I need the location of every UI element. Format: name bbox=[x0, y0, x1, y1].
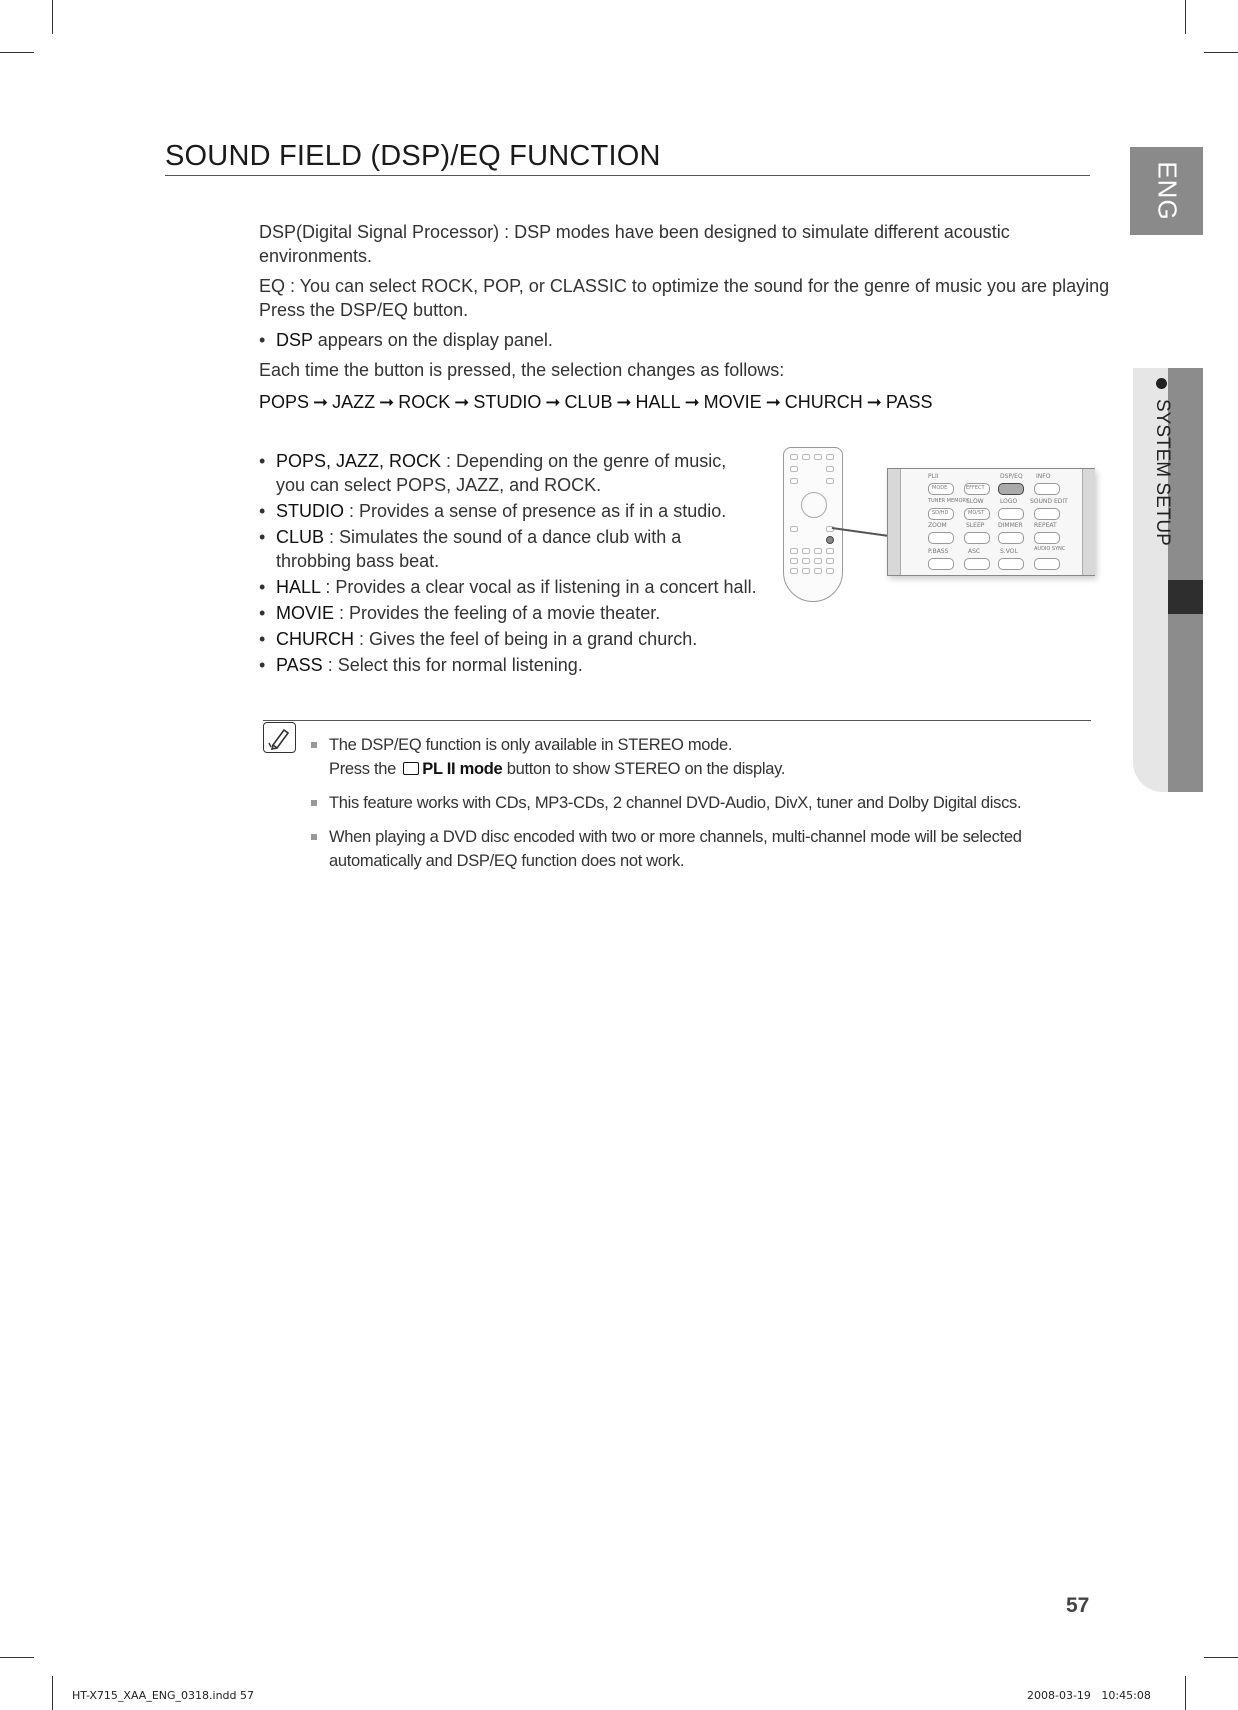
mode-sequence-item: CHURCH bbox=[784, 392, 863, 412]
mode-description: • CHURCH : Gives the feel of being in a grand church. bbox=[259, 627, 759, 651]
mode-sequence-item: HALL bbox=[635, 392, 681, 412]
arrow-right-icon: ➞ bbox=[765, 392, 781, 412]
remote-zoom-callout: PLII DSP/EQ INFO MODE EFFECT TUNER MEMORY SLOW LOGO SOUND EDIT SD/HD MO/ST ZOOM SLEEP DIMMER REPEAT P.BASS ASC S.VOL AUDIO SYNC bbox=[887, 468, 1095, 576]
footer-timestamp: 2008-03-19 10:45:08 bbox=[1027, 1689, 1151, 1702]
display-bullet: • DSP appears on the display panel. bbox=[259, 328, 1091, 352]
navigation-pad-icon bbox=[801, 492, 827, 518]
mode-description: • CLUB : Simulates the sound of a dance club with a throbbing bass beat. bbox=[259, 525, 759, 573]
mode-sequence-item: MOVIE bbox=[703, 392, 762, 412]
arrow-right-icon: ➞ bbox=[454, 392, 470, 412]
mode-sequence-item: ROCK bbox=[398, 392, 451, 412]
footer-filename: HT-X715_XAA_ENG_0318.indd 57 bbox=[72, 1689, 255, 1702]
crop-mark bbox=[0, 52, 34, 53]
mode-description: • PASS : Select this for normal listening. bbox=[259, 653, 759, 677]
mode-description: • HALL : Provides a clear vocal as if listening in a concert hall. bbox=[259, 575, 796, 599]
notes-list bbox=[311, 733, 1091, 883]
dsp-eq-button bbox=[998, 483, 1024, 495]
mode-sequence-item: JAZZ bbox=[332, 392, 376, 412]
arrow-right-icon: ➞ bbox=[313, 392, 329, 412]
crop-mark bbox=[1185, 0, 1186, 34]
note-pencil-icon bbox=[263, 722, 296, 753]
intro-section bbox=[259, 220, 1110, 388]
note-divider bbox=[263, 720, 1091, 721]
crop-mark bbox=[1204, 1657, 1238, 1658]
mode-sequence-item: STUDIO bbox=[473, 392, 542, 412]
crop-mark bbox=[0, 1657, 34, 1658]
section-tab-label: SYSTEM SETUP bbox=[1152, 399, 1173, 546]
arrow-right-icon: ➞ bbox=[379, 392, 395, 412]
mode-description: • MOVIE : Provides the feeling of a movie theater. bbox=[259, 601, 759, 625]
note-item: The DSP/EQ function is only available in STEREO mode. Press the PL II mode button to show STEREO on the display. bbox=[311, 733, 1091, 781]
section-tab bbox=[1147, 378, 1173, 578]
page-title: SOUND FIELD (DSP)/EQ FUNCTION bbox=[165, 140, 1090, 176]
mode-sequence bbox=[259, 392, 933, 413]
dolby-icon bbox=[403, 762, 419, 775]
note-item: When playing a DVD disc encoded with two or more channels, multi-channel mode will be selected automatically and DSP/EQ function does not work. bbox=[311, 825, 1091, 873]
crop-mark bbox=[1185, 1676, 1186, 1710]
page-number: 57 bbox=[1066, 1594, 1090, 1617]
mode-description: • POPS, JAZZ, ROCK : Depending on the genre of music, you can select POPS, JAZZ, and ROCK. bbox=[259, 449, 759, 497]
remote-control-illustration bbox=[783, 447, 843, 602]
mode-sequence-item: PASS bbox=[885, 392, 933, 412]
note-item: This feature works with CDs, MP3-CDs, 2 channel DVD-Audio, DivX, tuner and Dolby Digital discs. bbox=[311, 791, 1091, 815]
arrow-right-icon: ➞ bbox=[545, 392, 561, 412]
language-tab: ENG bbox=[1130, 147, 1203, 235]
arrow-right-icon: ➞ bbox=[684, 392, 700, 412]
mode-sequence-item: CLUB bbox=[564, 392, 613, 412]
dsp-definition: DSP(Digital Signal Processor) : DSP modes have been designed to simulate different acoustic environments. bbox=[259, 222, 1010, 266]
crop-mark bbox=[1204, 52, 1238, 53]
mode-description: • STUDIO : Provides a sense of presence as if in a studio. bbox=[259, 499, 759, 523]
crop-mark bbox=[52, 1676, 53, 1710]
bullet-dot-icon bbox=[1157, 378, 1168, 389]
crop-mark bbox=[52, 0, 53, 34]
dsp-eq-button-marker bbox=[826, 536, 834, 544]
info-button bbox=[1034, 483, 1060, 495]
mode-sequence-item: POPS bbox=[259, 392, 310, 412]
section-tab-marker bbox=[1168, 580, 1203, 614]
arrow-right-icon: ➞ bbox=[866, 392, 882, 412]
selection-text: Each time the button is pressed, the selection changes as follows: bbox=[259, 360, 785, 380]
eq-definition: EQ : You can select ROCK, POP, or CLASSIC to optimize the sound for the genre of music you are playing bbox=[259, 276, 1110, 296]
instruction: Press the DSP/EQ button. bbox=[259, 300, 469, 320]
mode-description-list bbox=[259, 449, 759, 679]
arrow-right-icon: ➞ bbox=[616, 392, 632, 412]
